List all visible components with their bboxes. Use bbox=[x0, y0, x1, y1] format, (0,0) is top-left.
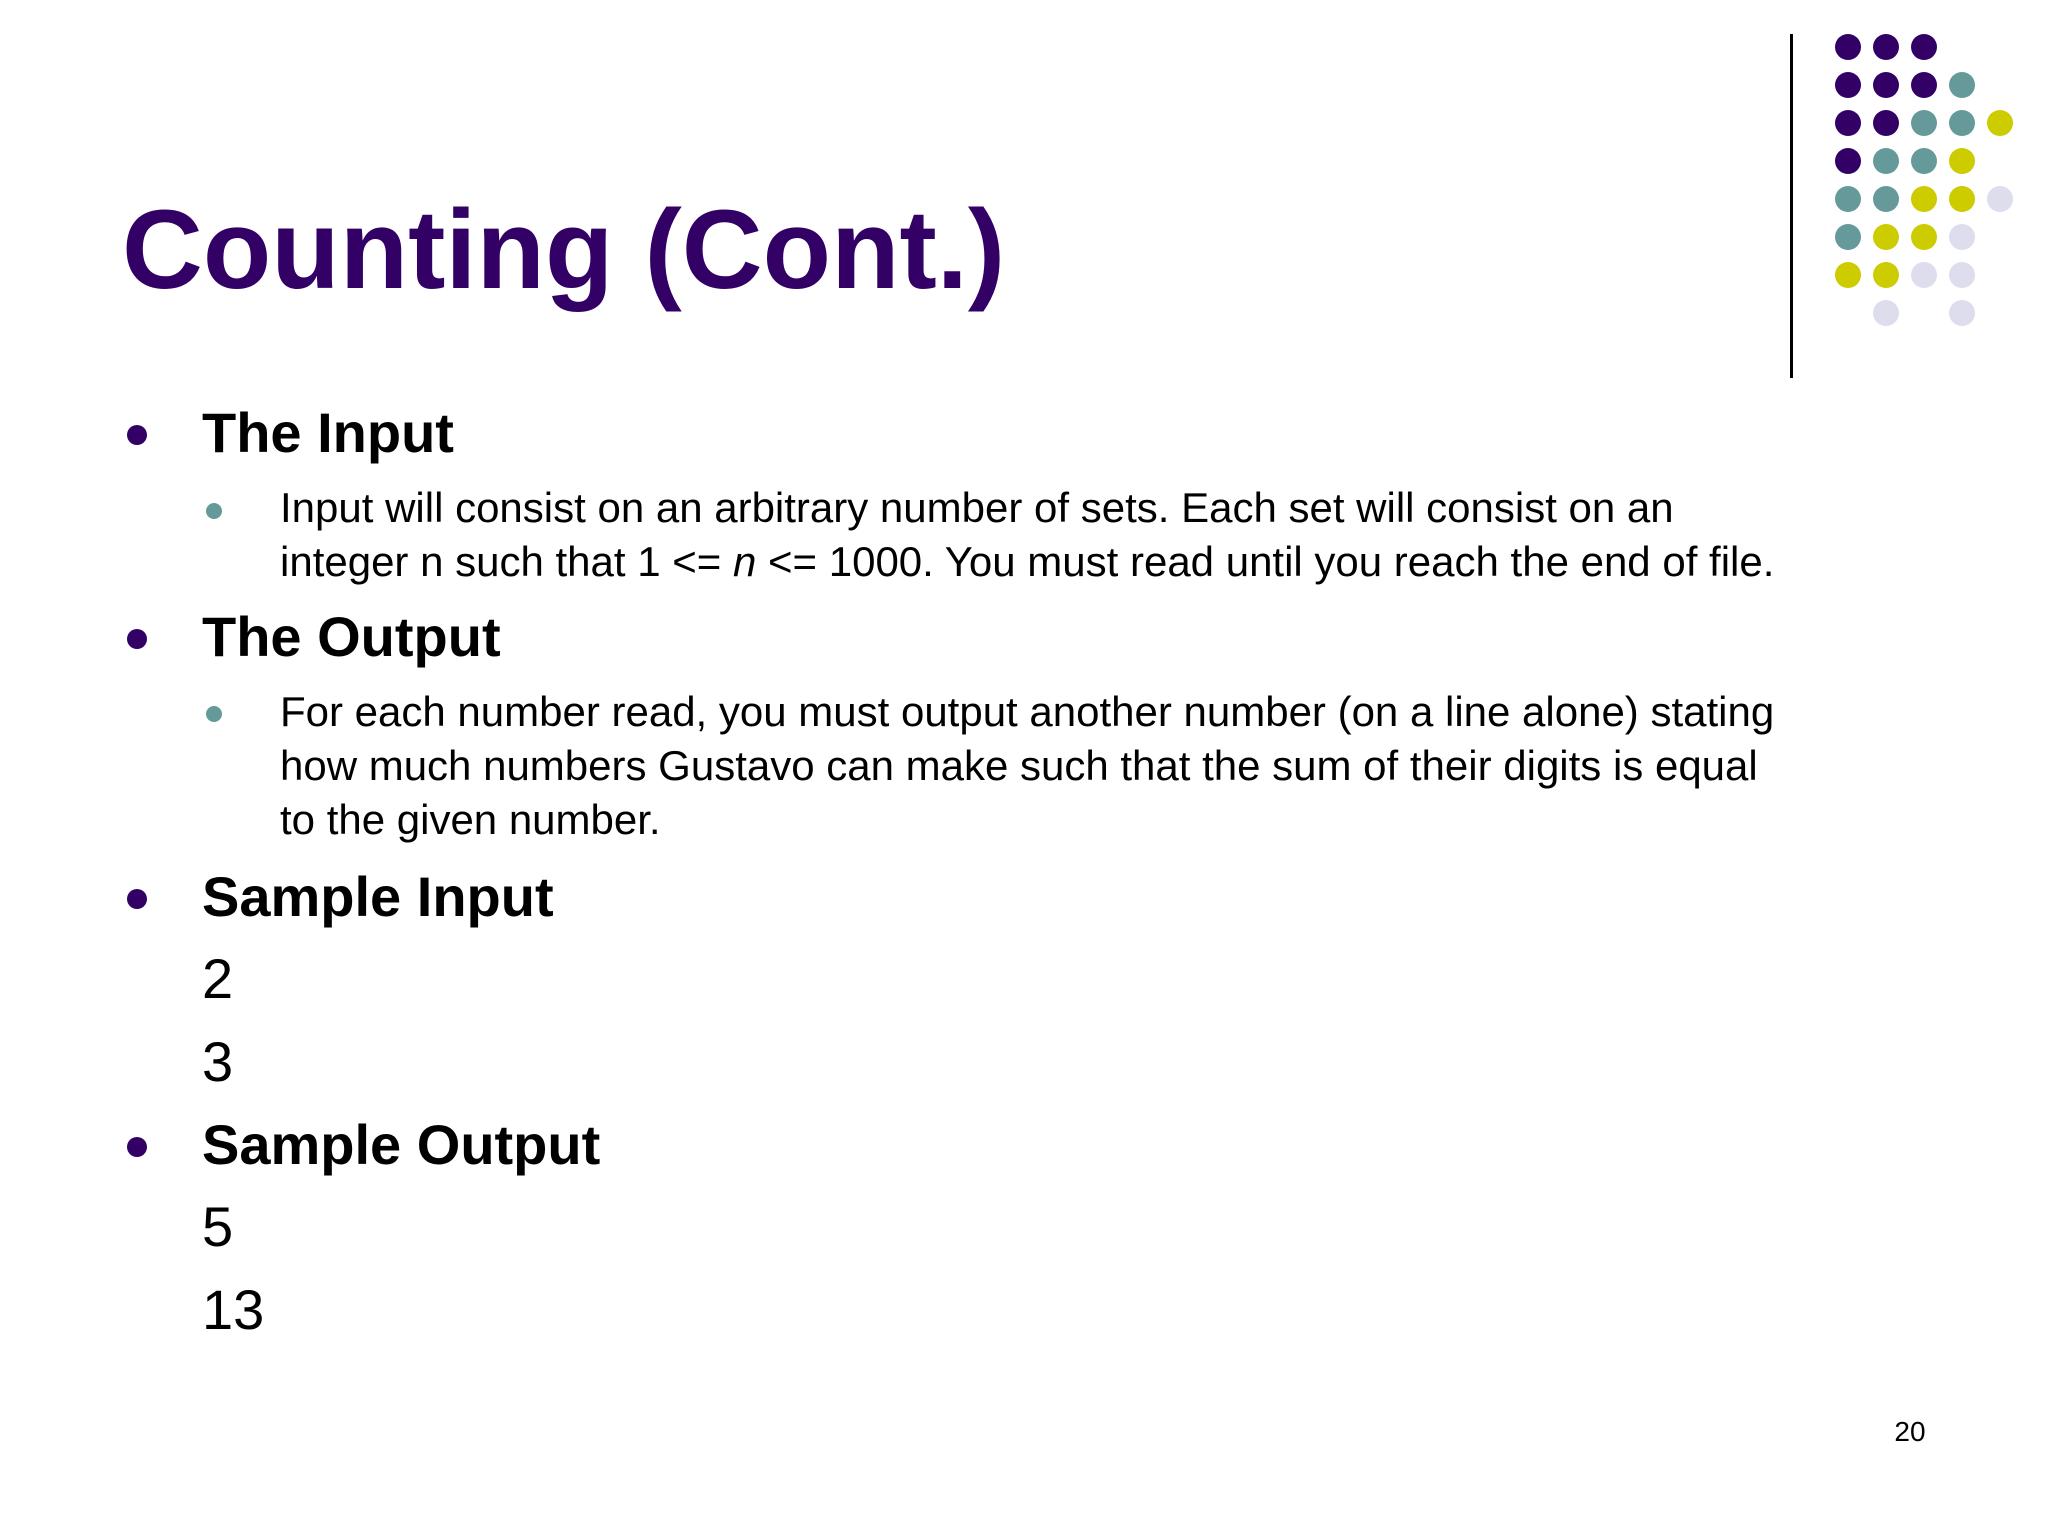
sample-input-value-2: 3 bbox=[202, 1030, 234, 1093]
page-number: 20 bbox=[1894, 1416, 1926, 1447]
output-description-line-2: how much numbers Gustavo can make such that the sum of their digits is equal bbox=[280, 742, 1758, 789]
decor-dot bbox=[1873, 34, 1899, 60]
decor-dot bbox=[1873, 262, 1899, 288]
decor-dot bbox=[1873, 72, 1899, 98]
decor-dot bbox=[1835, 186, 1861, 212]
bullet-dot bbox=[127, 1137, 147, 1157]
decor-dot bbox=[1949, 110, 1975, 136]
sample-output-value-1: 5 bbox=[202, 1195, 234, 1258]
decor-dot bbox=[1873, 300, 1899, 326]
decor-dot bbox=[1835, 148, 1861, 174]
title-divider-line bbox=[1790, 34, 1793, 378]
sample-output-value-2: 13 bbox=[202, 1278, 265, 1341]
decor-dot bbox=[1835, 72, 1861, 98]
output-description-line-3: to the given number. bbox=[280, 796, 661, 843]
decor-dot bbox=[1911, 148, 1937, 174]
section-heading-sample-input: Sample Input bbox=[202, 865, 554, 928]
decor-dot bbox=[1987, 110, 2013, 136]
decor-dot bbox=[1949, 186, 1975, 212]
output-description bbox=[280, 685, 1940, 847]
section-heading-output: The Output bbox=[202, 605, 501, 668]
decor-dot bbox=[1911, 110, 1937, 136]
sample-input-value-1: 2 bbox=[202, 947, 234, 1010]
slide-title: Counting (Cont.) bbox=[122, 187, 1006, 312]
decor-dot bbox=[1911, 186, 1937, 212]
decor-dot bbox=[1911, 224, 1937, 250]
input-line-2-after: <= 1000. You must read until you reach the end of file. bbox=[756, 538, 1775, 585]
decor-dot bbox=[1949, 262, 1975, 288]
decor-dot bbox=[1835, 110, 1861, 136]
decor-dot bbox=[1987, 186, 2013, 212]
input-description-line-1: Input will consist on an arbitrary number of sets. Each set will consist on an bbox=[280, 484, 1674, 531]
decor-dot bbox=[1911, 34, 1937, 60]
bullet-dot bbox=[127, 425, 147, 445]
decor-dot bbox=[1873, 110, 1899, 136]
decor-dot bbox=[1873, 148, 1899, 174]
decor-dot bbox=[1873, 186, 1899, 212]
input-line-2-before: integer n such that 1 <= bbox=[280, 538, 733, 585]
decor-dot bbox=[1835, 224, 1861, 250]
decor-dot bbox=[1835, 262, 1861, 288]
decor-dot bbox=[1949, 72, 1975, 98]
section-heading-input: The Input bbox=[202, 401, 454, 464]
decor-dot bbox=[1911, 262, 1937, 288]
section-heading-sample-output: Sample Output bbox=[202, 1113, 601, 1176]
input-description-line-2 bbox=[280, 535, 1940, 589]
decor-dot bbox=[1911, 72, 1937, 98]
variable-n: n bbox=[732, 538, 757, 585]
bullet-dot bbox=[127, 629, 147, 649]
input-description bbox=[280, 481, 1940, 589]
decor-dot bbox=[1949, 224, 1975, 250]
decor-dot bbox=[1873, 224, 1899, 250]
sub-bullet-dot bbox=[206, 706, 222, 722]
decor-dot bbox=[1949, 148, 1975, 174]
output-description-line-1: For each number read, you must output another number (on a line alone) stating bbox=[280, 688, 1775, 735]
decor-dot bbox=[1835, 34, 1861, 60]
decor-dot bbox=[1949, 300, 1975, 326]
sub-bullet-dot bbox=[206, 503, 222, 519]
bullet-dot bbox=[127, 889, 147, 909]
